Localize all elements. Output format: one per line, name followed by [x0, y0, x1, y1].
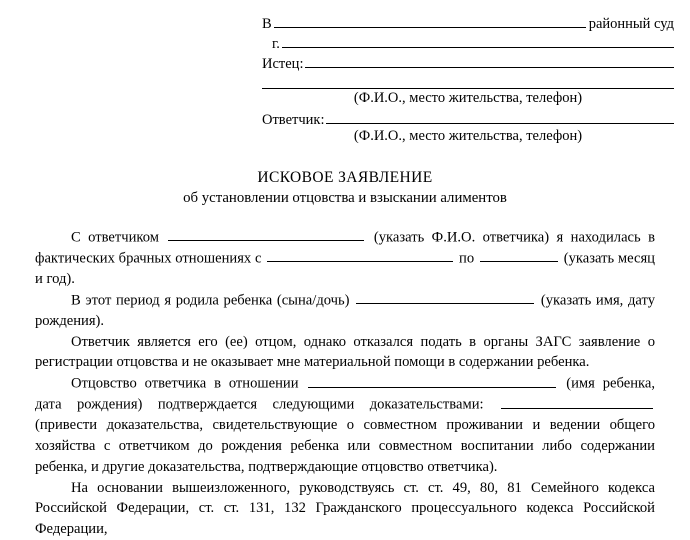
defendant-name-inline-blank[interactable]: [168, 227, 364, 241]
p4-text-b: (имя ребенка, дата рождения) подтверждается следующими доказательствами:: [35, 375, 655, 413]
evidence-list-blank[interactable]: [501, 394, 653, 408]
p1-text-d: (указать месяц и год).: [35, 250, 655, 288]
plaintiff-caption: (Ф.И.О., место жительства, телефон): [353, 89, 583, 106]
plaintiff-details-blank[interactable]: [262, 74, 674, 89]
child-identity-blank[interactable]: [308, 373, 556, 387]
page-subtitle: об установлении отцовства и взыскании алиментов: [183, 189, 507, 206]
relationship-start-blank[interactable]: [267, 248, 453, 262]
child-name-blank[interactable]: [356, 290, 534, 304]
city-name-blank[interactable]: [282, 33, 674, 48]
relationship-end-blank[interactable]: [480, 248, 558, 262]
paragraph-refusal: Ответчик является его (ее) отцом, однако отказался подать в органы ЗАГС заявление о регистрации отцовства и не оказывает мне материальной помощи в содержании ребенка.: [35, 333, 655, 371]
court-name-blank[interactable]: [274, 13, 586, 28]
p2-text-b: (указать имя, дату рождения).: [35, 292, 655, 330]
defendant-name-blank[interactable]: [326, 109, 674, 124]
court-suffix-label: районный суд: [588, 15, 674, 32]
page-title: ИСКОВОЕ ЗАЯВЛЕНИЕ: [257, 169, 433, 187]
title-section: [0, 168, 690, 208]
p4-text-a: Отцовство ответчика в отношении: [71, 375, 299, 392]
addressee-header: [262, 0, 674, 144]
defendant-field-row: [262, 109, 674, 127]
city-label: г.: [272, 36, 280, 53]
p4-text-c: (привести доказательства, свидетельствующие о совместном проживании и ведении общего хозяйства с ответчиком до рождения ребенка или совместном воспитании либо содержании ребенка, и другие доказательства, подтверждающие отцовство ответчика).: [35, 417, 655, 475]
defendant-label: Ответчик:: [262, 111, 325, 128]
plaintiff-label: Истец:: [262, 56, 304, 73]
paragraph-relationship: [35, 227, 655, 290]
city-field-row: [262, 33, 674, 51]
document-body: [35, 227, 655, 540]
court-field-row: [262, 13, 674, 31]
plaintiff-field-row: [262, 54, 674, 72]
paragraph-evidence: [35, 373, 655, 477]
p1-text-a: С ответчиком: [71, 229, 160, 246]
paragraph-legal-basis: На основании вышеизложенного, руководствуясь ст. ст. 49, 80, 81 Семейного кодекса Российской Федерации, ст. ст. 131, 132 Гражданского процессуального кодекса Российской Федерации,: [35, 479, 655, 538]
p1-text-c: по: [459, 250, 475, 267]
p1-text-b: (указать Ф.И.О. ответчика) я находилась в фактических брачных отношениях с: [35, 229, 655, 267]
paragraph-childbirth: [35, 290, 655, 332]
court-label: В: [262, 15, 272, 32]
p2-text-a: В этот период я родила ребенка (сына/дочь): [71, 292, 350, 309]
plaintiff-name-blank[interactable]: [305, 54, 674, 69]
defendant-caption: (Ф.И.О., место жительства, телефон): [353, 128, 583, 145]
